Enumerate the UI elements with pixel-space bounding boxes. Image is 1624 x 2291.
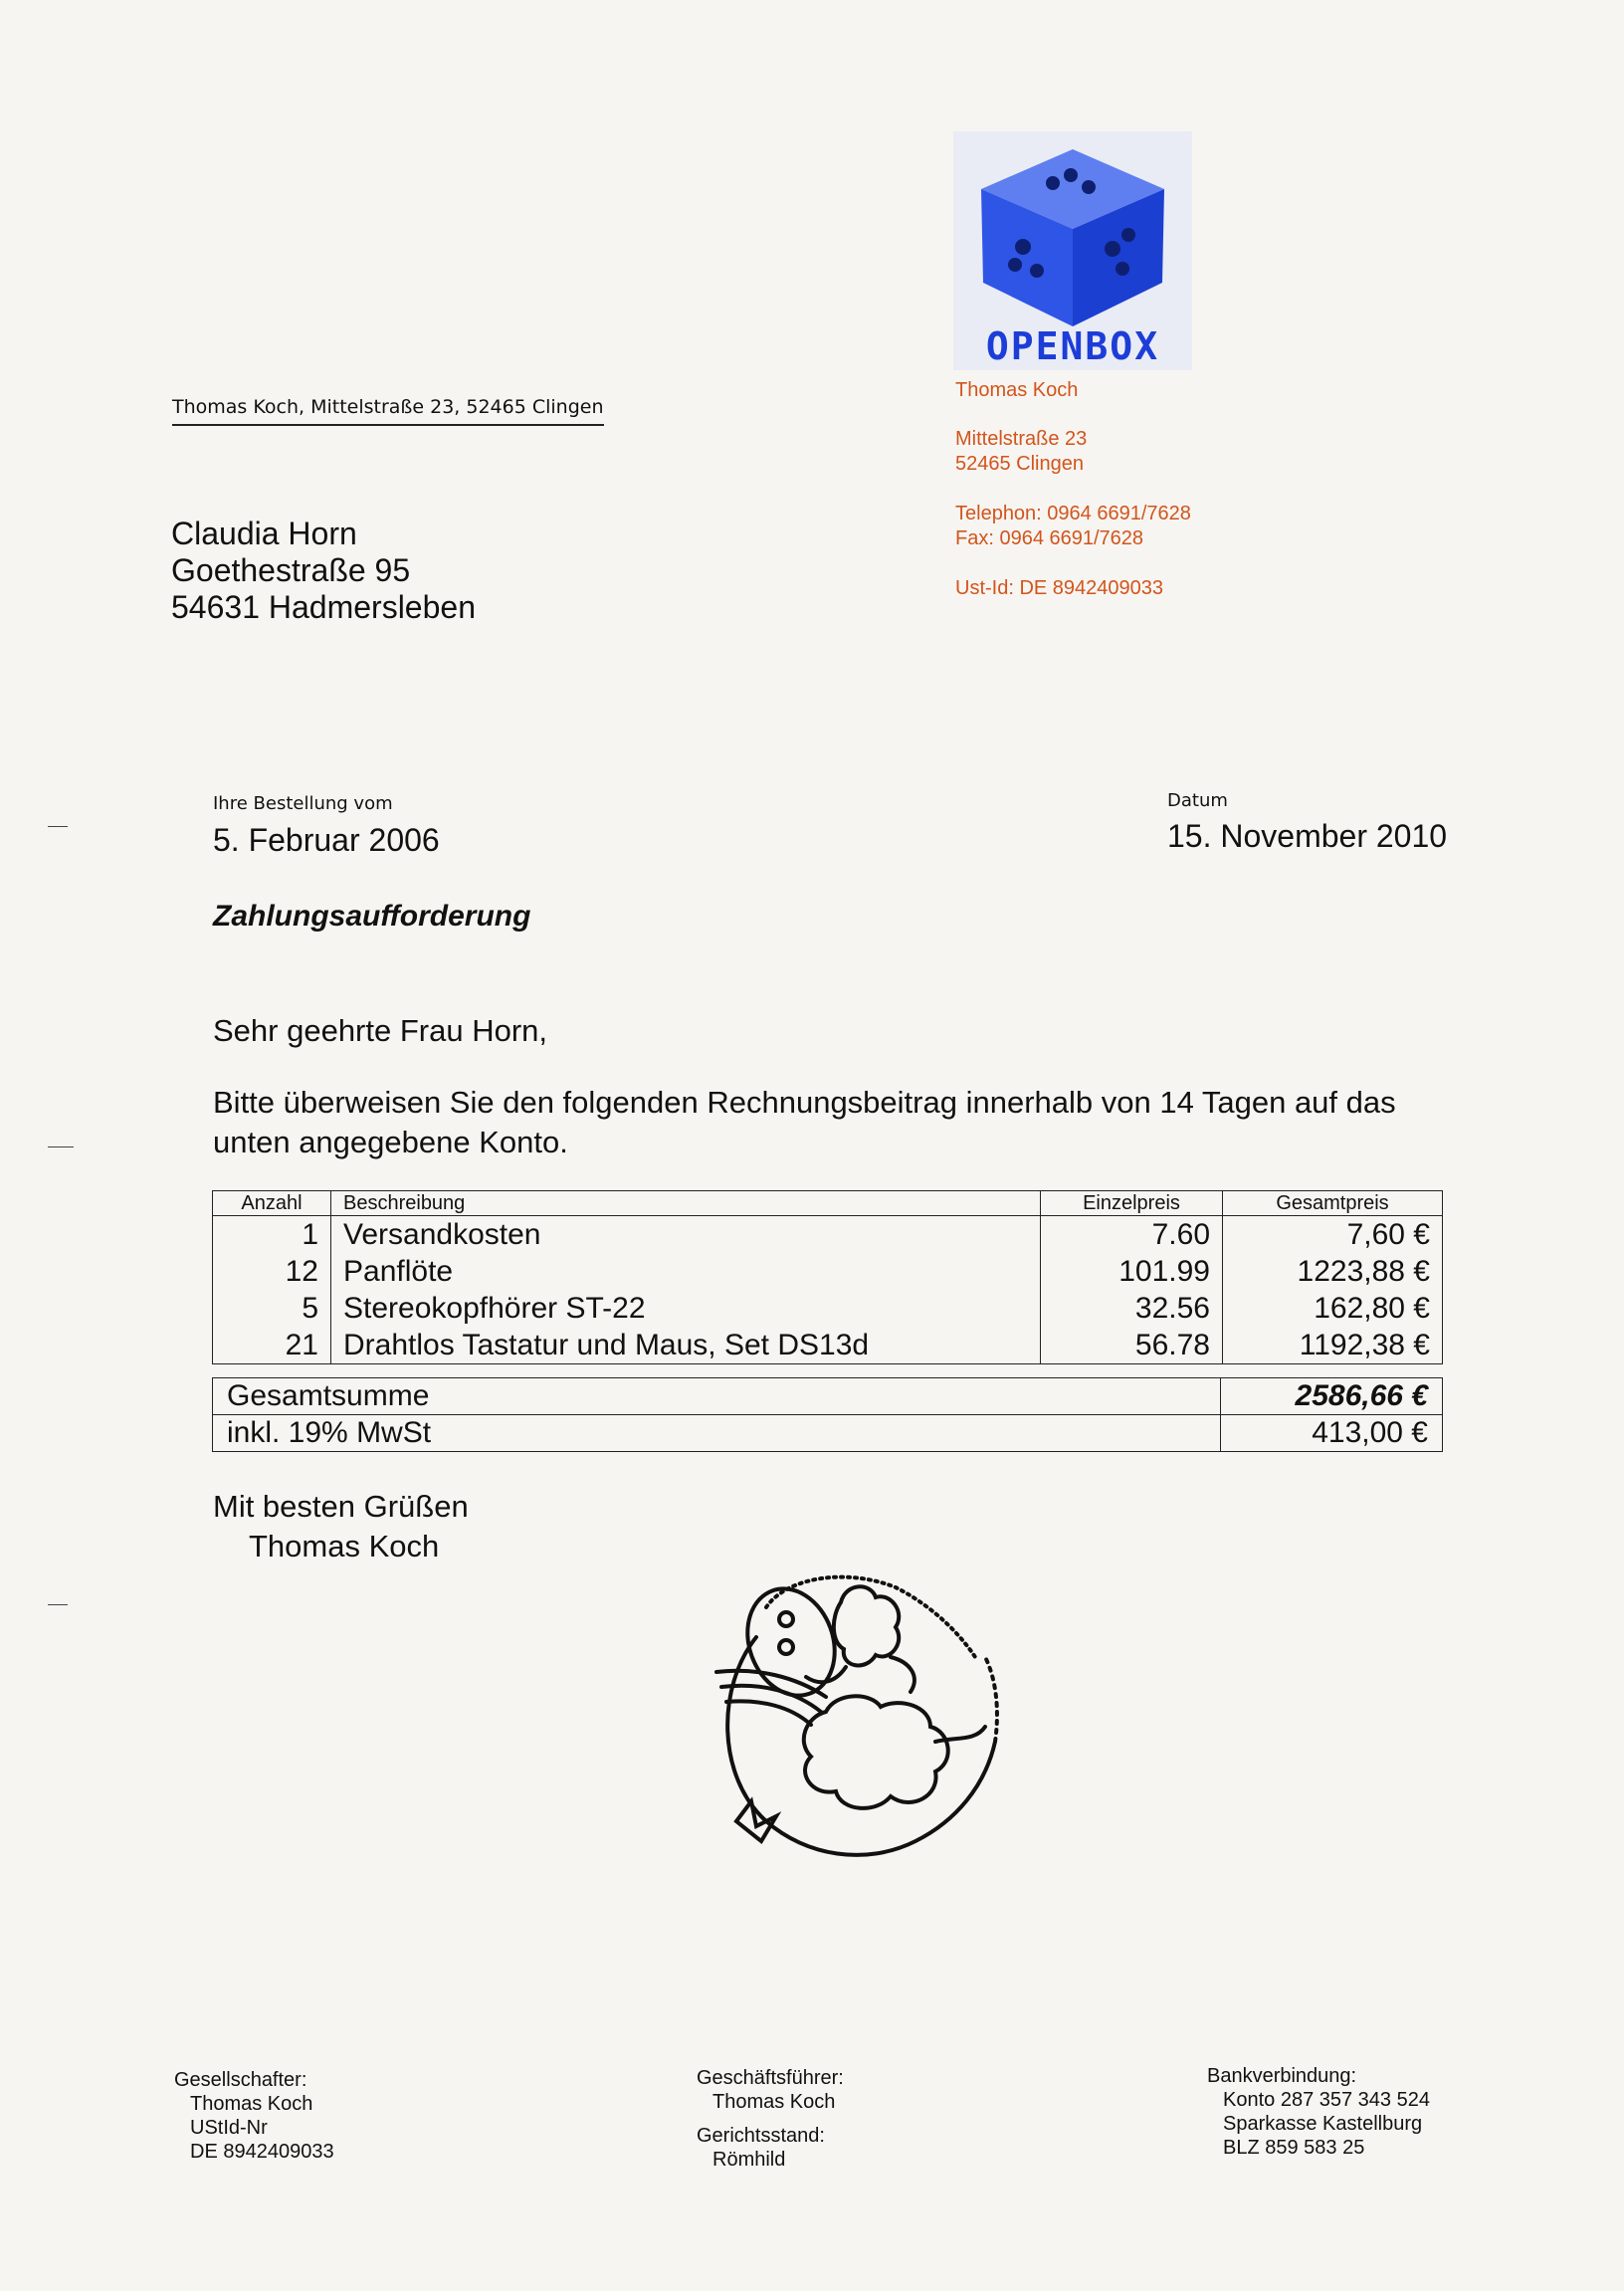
closing	[213, 1487, 469, 1566]
footer-vat-label: UStId-Nr	[190, 2117, 268, 2139]
footer-vat-number: DE 8942409033	[190, 2141, 334, 2163]
vat-value: 413,00 €	[1221, 1415, 1443, 1452]
footer-shareholder	[174, 2068, 334, 2164]
table-row	[213, 1290, 1443, 1327]
recipient-name: Claudia Horn	[171, 516, 357, 551]
footer-jurisdiction: Römhild	[712, 2149, 786, 2171]
company-vat-id: Ust-Id: DE 8942409033	[955, 577, 1164, 599]
footer-bank	[1207, 2064, 1430, 2160]
signature-name: Thomas Koch	[249, 1529, 440, 1563]
company-city: 52465 Clingen	[955, 453, 1084, 475]
footer-shareholder-name: Thomas Koch	[190, 2093, 313, 2115]
invoice-items-table	[212, 1190, 1443, 1364]
row-qty: 1	[213, 1216, 331, 1254]
recipient-address	[171, 516, 476, 626]
recipient-city: 54631 Hadmersleben	[171, 589, 476, 625]
recipient-street: Goethestraße 95	[171, 552, 411, 588]
row-total-price: 162,80 €	[1223, 1290, 1443, 1327]
footer-jurisdiction-title: Gerichtsstand:	[697, 2125, 825, 2147]
document-date: 15. November 2010	[1167, 818, 1448, 854]
row-total-price: 1192,38 €	[1223, 1327, 1443, 1364]
row-description: Stereokopfhörer ST-22	[331, 1290, 1041, 1327]
table-row	[213, 1327, 1443, 1364]
header-description: Beschreibung	[331, 1191, 1041, 1216]
table-row	[213, 1253, 1443, 1290]
company-phone: Telephon: 0964 6691/7628	[955, 503, 1191, 524]
closing-line: Mit besten Grüßen	[213, 1489, 469, 1524]
row-qty: 5	[213, 1290, 331, 1327]
row-description: Versandkosten	[331, 1216, 1041, 1254]
sender-return-address: Thomas Koch, Mittelstraße 23, 52465 Clingen	[172, 396, 604, 426]
total-sum-value: 2586,66 €	[1221, 1378, 1443, 1415]
row-unit-price: 56.78	[1041, 1327, 1223, 1364]
vat-label: inkl. 19% MwSt	[213, 1415, 1221, 1452]
row-unit-price: 101.99	[1041, 1253, 1223, 1290]
table-header-row	[213, 1191, 1443, 1216]
footer-shareholder-title: Gesellschafter:	[174, 2069, 307, 2091]
row-total-price: 1223,88 €	[1223, 1253, 1443, 1290]
company-fax: Fax: 0964 6691/7628	[955, 527, 1144, 549]
order-date: 5. Februar 2006	[213, 822, 440, 858]
order-date-label: Ihre Bestellung vom	[213, 793, 393, 814]
subject-line: Zahlungsaufforderung	[213, 900, 531, 933]
document-date-label: Datum	[1167, 790, 1228, 811]
company-info	[955, 378, 1191, 601]
header-qty: Anzahl	[213, 1191, 331, 1216]
company-street: Mittelstraße 23	[955, 428, 1088, 450]
body-text: Bitte überweisen Sie den folgenden Rechnungsbeitrag innerhalb von 14 Tagen auf das unten angegebene Konto.	[213, 1085, 1396, 1159]
total-sum-row	[213, 1378, 1443, 1415]
company-name: Thomas Koch	[955, 379, 1079, 401]
header-unit-price: Einzelpreis	[1041, 1191, 1223, 1216]
footer-bank-account: Konto 287 357 343 524	[1223, 2089, 1430, 2111]
footer-management	[697, 2066, 844, 2172]
sheep-stamp-icon	[697, 1558, 1015, 1886]
fold-mark-top	[48, 826, 68, 827]
row-total-price: 7,60 €	[1223, 1216, 1443, 1254]
table-row	[213, 1216, 1443, 1254]
row-unit-price: 7.60	[1041, 1216, 1223, 1254]
vat-row	[213, 1415, 1443, 1452]
greeting: Sehr geehrte Frau Horn,	[213, 1013, 548, 1048]
total-sum-label: Gesamtsumme	[213, 1378, 1221, 1415]
header-total-price: Gesamtpreis	[1223, 1191, 1443, 1216]
punch-mark	[48, 1146, 74, 1147]
row-unit-price: 32.56	[1041, 1290, 1223, 1327]
fold-mark-bottom	[48, 1604, 68, 1605]
footer-manager-title: Geschäftsführer:	[697, 2067, 844, 2089]
footer-bank-name: Sparkasse Kastellburg	[1223, 2113, 1423, 2135]
row-description: Drahtlos Tastatur und Maus, Set DS13d	[331, 1327, 1041, 1364]
row-qty: 12	[213, 1253, 331, 1290]
row-qty: 21	[213, 1327, 331, 1364]
logo-wordmark: OPENBOX	[985, 324, 1160, 368]
footer-bank-title: Bankverbindung:	[1207, 2065, 1357, 2087]
row-description: Panflöte	[331, 1253, 1041, 1290]
footer-bank-code: BLZ 859 583 25	[1223, 2137, 1365, 2159]
footer-manager-name: Thomas Koch	[712, 2091, 836, 2113]
totals-table	[212, 1377, 1443, 1452]
